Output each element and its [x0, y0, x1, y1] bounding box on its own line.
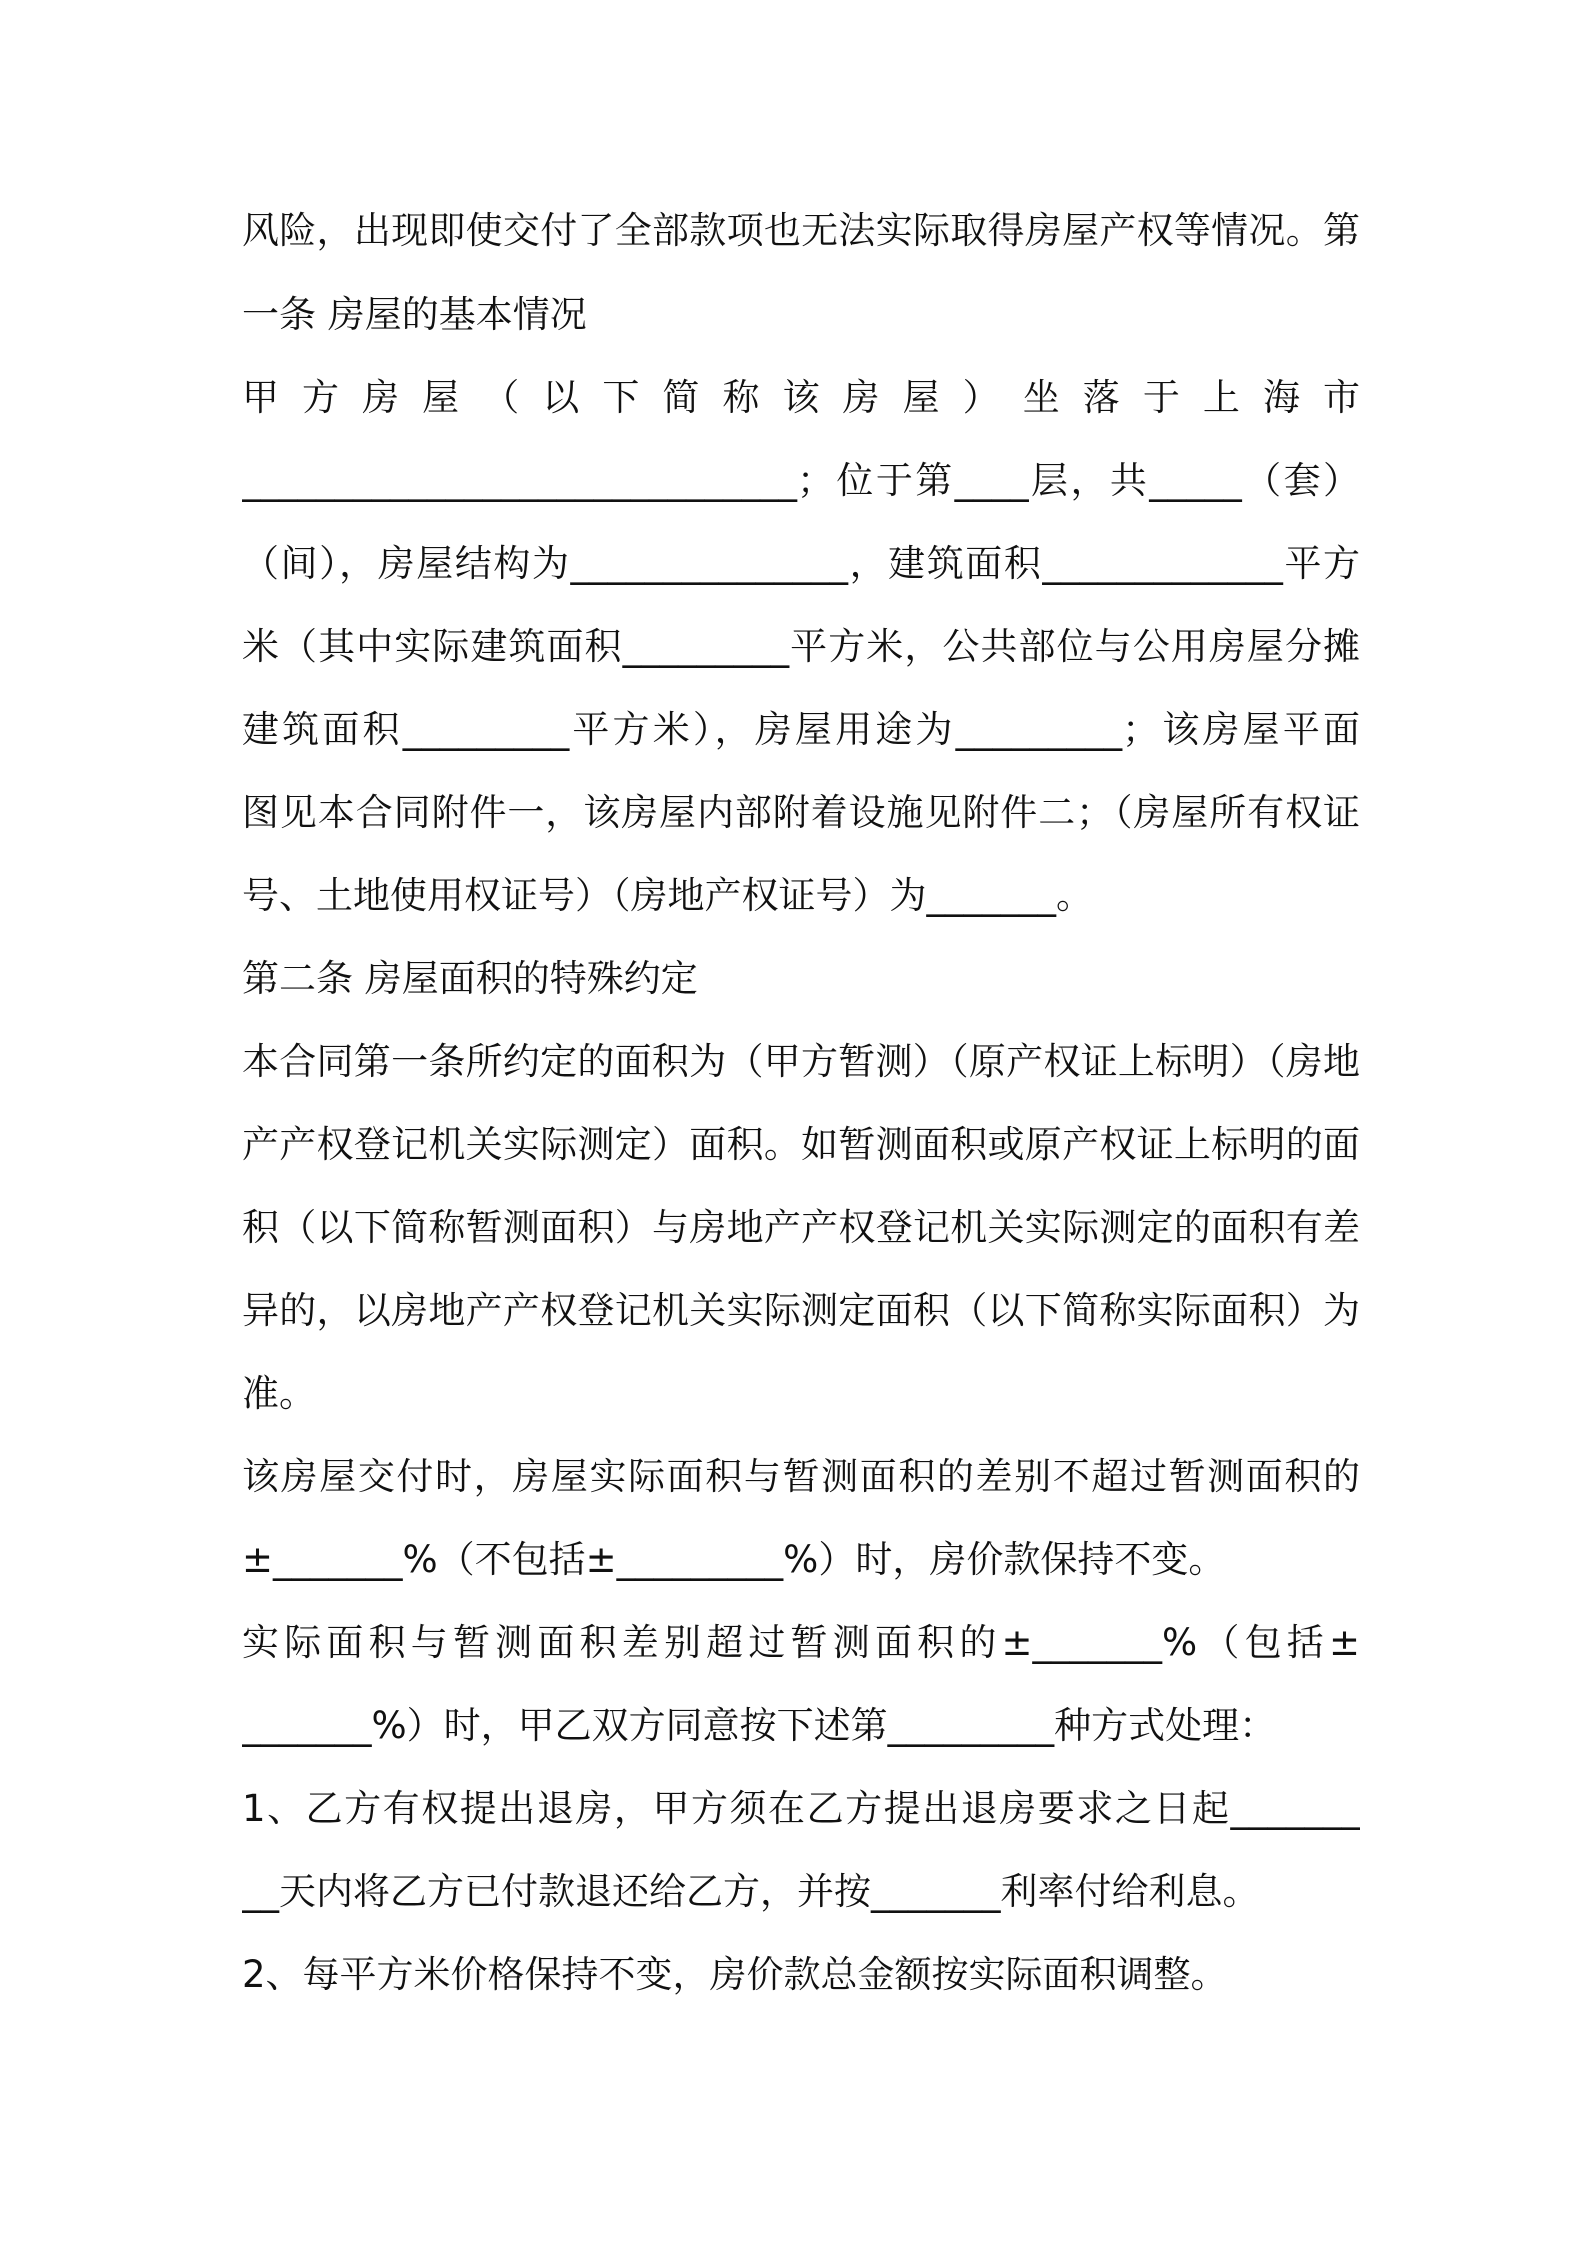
- text-line-8: 图见本合同附件一，该房屋内部附着设施见附件二；（房屋所有权证: [242, 791, 1360, 834]
- section-heading-1: 一条 房屋的基本情况: [242, 293, 587, 336]
- text-line-9: 号、土地使用权证号）（房地产权证号）为_______。: [242, 874, 1093, 917]
- text-line-7: 建筑面积_________平方米），房屋用途为_________；该房屋平面: [242, 708, 1360, 751]
- text-line-12: 产产权登记机关实际测定）面积。如暂测面积或原产权证上标明的面: [242, 1123, 1360, 1166]
- text-line-16: 该房屋交付时，房屋实际面积与暂测面积的差别不超过暂测面积的: [242, 1455, 1360, 1498]
- text-line-22: 2、每平方米价格保持不变，房价款总金额按实际面积调整。: [242, 1953, 1228, 1996]
- text-line-1: 风险，出现即使交付了全部款项也无法实际取得房屋产权等情况。第: [242, 209, 1360, 252]
- text-line-6: 米（其中实际建筑面积_________平方米，公共部位与公用房屋分摊: [242, 625, 1360, 668]
- text-line-17: ±_______%（不包括±_________%）时，房价款保持不变。: [242, 1538, 1226, 1581]
- text-line-3: 甲 方 房 屋 （ 以 下 简 称 该 房 屋 ） 坐 落 于 上 海 市: [242, 376, 1360, 419]
- text-line-5: （间），房屋结构为_______________，建筑面积_____________平方: [242, 542, 1360, 585]
- text-line-11: 本合同第一条所约定的面积为（甲方暂测）（原产权证上标明）（房地: [242, 1040, 1360, 1083]
- text-line-15: 准。: [242, 1372, 316, 1415]
- text-line-19: _______%）时，甲乙双方同意按下述第_________种方式处理：: [242, 1704, 1277, 1747]
- text-line-20: 1、乙方有权提出退房，甲方须在乙方提出退房要求之日起_______: [242, 1787, 1360, 1830]
- text-line-4: ______________________________；位于第____层，共_____（套）: [242, 459, 1360, 502]
- text-line-13: 积（以下简称暂测面积）与房地产产权登记机关实际测定的面积有差: [242, 1206, 1360, 1249]
- text-line-21: __天内将乙方已付款退还给乙方，并按_______利率付给利息。: [242, 1870, 1260, 1913]
- text-line-14: 异的，以房地产产权登记机关实际测定面积（以下简称实际面积）为: [242, 1289, 1360, 1332]
- section-heading-2: 第二条 房屋面积的特殊约定: [242, 957, 698, 1000]
- text-line-18: 实际面积与暂测面积差别超过暂测面积的±_______%（包括±: [242, 1621, 1360, 1664]
